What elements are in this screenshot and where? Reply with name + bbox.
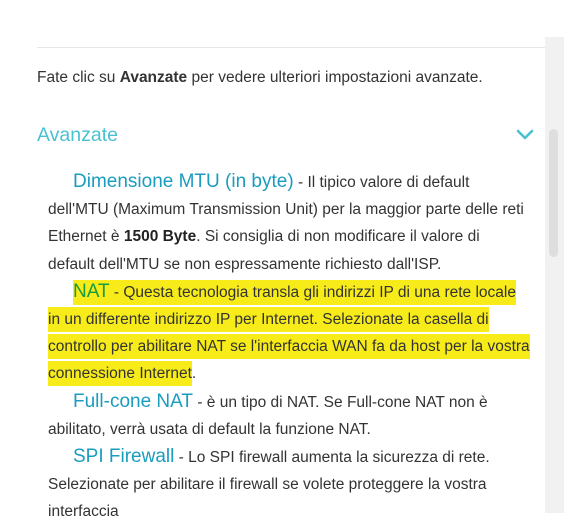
full-cone-nat-text: - è un tipo di NAT. Se Full-cone NAT non è abilitato, verrà usata di default la funzione NAT. (48, 393, 488, 438)
entry-mtu (48, 168, 530, 278)
section-title-avanzate[interactable]: Avanzate (37, 124, 118, 146)
entry-nat (48, 278, 530, 388)
term-nat: NAT (73, 280, 110, 302)
scrollbar-thumb[interactable] (549, 129, 558, 257)
intro-prefix: Fate clic su (37, 69, 120, 86)
entry-spi-firewall (48, 443, 530, 526)
nat-highlight (48, 280, 530, 387)
mtu-text-2: . Si consiglia di non modificare il valore di default dell'MTU se non espressamente richiesto dall'ISP. (48, 228, 480, 273)
chevron-down-icon[interactable] (516, 128, 534, 142)
intro-text (37, 68, 483, 88)
term-spi-firewall: SPI Firewall (73, 446, 175, 468)
entry-full-cone-nat (48, 388, 530, 443)
spi-firewall-text: - Lo SPI firewall aumenta la sicurezza di rete. Selezionate per abilitare il firewall se volete proteggere la vostra interfaccia (48, 449, 490, 521)
nat-text: - Questa tecnologia transla gli indirizzi IP di una rete locale in un differente indirizzo IP per Internet. Selezionate la casella di controllo per abilitare NAT se l'interfaccia WAN fa da host per la vostra connessione Internet (48, 283, 530, 383)
mtu-text-1: - Il tipico valore di default dell'MTU (Maximum Transmission Unit) per la maggior parte delle reti Ethernet è (48, 174, 524, 246)
mtu-default-value: 1500 Byte (123, 228, 197, 246)
scrollbar-track[interactable] (545, 37, 564, 513)
intro-suffix: per vedere ulteriori impostazioni avanzate. (187, 69, 483, 86)
top-divider (37, 47, 545, 48)
term-mtu-size: Dimensione MTU (in byte) (73, 171, 294, 192)
intro-bold-avanzate: Avanzate (119, 69, 188, 86)
term-full-cone-nat: Full-cone NAT (73, 390, 194, 412)
advanced-description (48, 168, 530, 526)
nat-text-end: . (191, 365, 197, 383)
